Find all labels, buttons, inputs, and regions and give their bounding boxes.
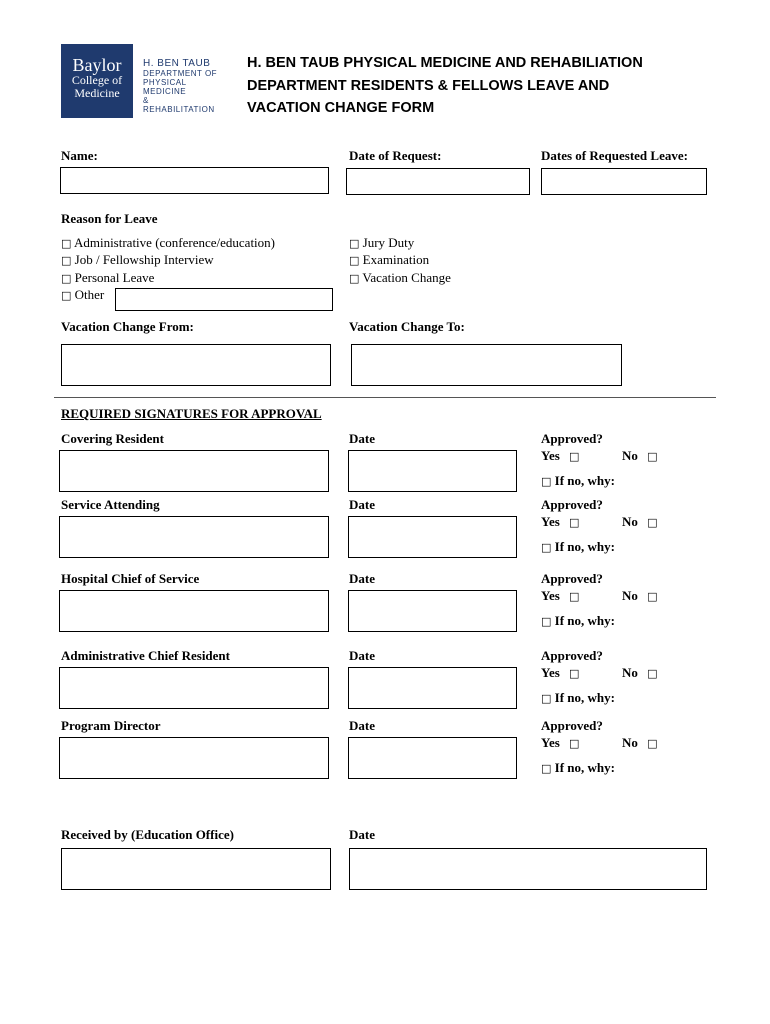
date-label: Date	[349, 718, 375, 733]
checkbox-icon[interactable]: □	[569, 450, 580, 463]
if-no-label: If no, why:	[554, 690, 615, 705]
vacation-to-label: Vacation Change To:	[349, 319, 465, 334]
logo-line-3: Medicine	[74, 86, 120, 100]
approved-label: Approved?	[541, 718, 603, 733]
reason-label: Personal Leave	[74, 270, 155, 285]
dept-logo-line-1: H. BEN TAUB	[143, 58, 211, 69]
if-no-label: If no, why:	[554, 760, 615, 775]
logo-line-2: College of	[71, 73, 123, 87]
checkbox-icon[interactable]: □	[61, 254, 72, 267]
no-label: No	[622, 735, 638, 750]
divider	[54, 397, 716, 398]
checkbox-icon[interactable]: □	[349, 237, 360, 250]
checkbox-icon[interactable]: □	[541, 762, 552, 775]
date-label: Date	[349, 571, 375, 586]
name-label: Name:	[61, 148, 98, 163]
dept-logo-line-4: & REHABILITATION	[143, 96, 215, 114]
date-label: Date	[349, 648, 375, 663]
approved-label: Approved?	[541, 497, 603, 512]
checkbox-icon[interactable]: □	[541, 541, 552, 554]
other-reason-field[interactable]	[115, 288, 333, 311]
checkbox-icon[interactable]: □	[61, 272, 72, 285]
reason-label: Vacation Change	[362, 270, 451, 285]
checkbox-icon[interactable]: □	[647, 667, 658, 680]
checkbox-icon[interactable]: □	[541, 692, 552, 705]
title-line-2: DEPARTMENT RESIDENTS & FELLOWS LEAVE AND	[247, 77, 610, 94]
baylor-logo	[61, 44, 133, 118]
dept-logo-line-2: DEPARTMENT OF	[143, 69, 218, 78]
checkbox-icon[interactable]: □	[647, 737, 658, 750]
date-of-request-label: Date of Request:	[349, 148, 442, 163]
date-of-request-field[interactable]	[346, 168, 530, 195]
reason-examination[interactable]	[349, 252, 429, 268]
reason-label: Other	[74, 287, 105, 302]
reason-vacation-change[interactable]	[349, 270, 451, 286]
if-no-label: If no, why:	[554, 613, 615, 628]
yes-option[interactable]	[541, 735, 579, 751]
signer-label: Service Attending	[61, 497, 160, 512]
title-line-3: VACATION CHANGE FORM	[247, 100, 435, 116]
received-date-label: Date	[349, 827, 375, 842]
signature-field[interactable]	[59, 667, 329, 709]
form-title	[247, 52, 717, 120]
if-no-option[interactable]	[541, 690, 615, 706]
if-no-option[interactable]	[541, 539, 615, 555]
no-option[interactable]	[622, 514, 658, 530]
date-label: Date	[349, 497, 375, 512]
signer-label: Covering Resident	[61, 431, 164, 446]
no-option[interactable]	[622, 448, 658, 464]
no-label: No	[622, 588, 638, 603]
signer-label: Administrative Chief Resident	[61, 648, 230, 663]
checkbox-icon[interactable]: □	[61, 289, 72, 302]
checkbox-icon[interactable]: □	[647, 590, 658, 603]
yes-option[interactable]	[541, 665, 579, 681]
name-field[interactable]	[60, 167, 329, 194]
yes-label: Yes	[541, 448, 560, 463]
reason-jury-duty[interactable]	[349, 235, 414, 251]
checkbox-icon[interactable]: □	[569, 590, 580, 603]
approved-label: Approved?	[541, 648, 603, 663]
signature-field[interactable]	[59, 516, 329, 558]
signature-date-field[interactable]	[348, 450, 517, 492]
reason-label: Examination	[362, 252, 430, 267]
if-no-label: If no, why:	[554, 539, 615, 554]
logo-line-1: Baylor	[72, 55, 122, 75]
signature-date-field[interactable]	[348, 590, 517, 632]
received-date-field[interactable]	[349, 848, 707, 890]
reason-label: Administrative (conference/education)	[73, 235, 276, 250]
yes-option[interactable]	[541, 588, 579, 604]
if-no-label: If no, why:	[554, 473, 615, 488]
yes-option[interactable]	[541, 514, 579, 530]
signer-label: Program Director	[61, 718, 161, 733]
yes-label: Yes	[541, 514, 560, 529]
signatures-heading: REQUIRED SIGNATURES FOR APPROVAL	[61, 406, 322, 421]
no-option[interactable]	[622, 665, 658, 681]
department-logo	[143, 58, 223, 114]
received-by-field[interactable]	[61, 848, 331, 890]
reason-interview[interactable]	[61, 252, 214, 268]
signature-date-field[interactable]	[348, 516, 517, 558]
no-option[interactable]	[622, 588, 658, 604]
vacation-to-field[interactable]	[351, 344, 622, 386]
received-by-label: Received by (Education Office)	[61, 827, 234, 842]
checkbox-icon[interactable]: □	[569, 737, 580, 750]
checkbox-icon[interactable]: □	[61, 237, 72, 250]
checkbox-icon[interactable]: □	[541, 615, 552, 628]
title-line-1: H. BEN TAUB PHYSICAL MEDICINE AND REHABILIATION	[247, 55, 643, 71]
yes-label: Yes	[541, 588, 560, 603]
checkbox-icon[interactable]: □	[569, 667, 580, 680]
yes-option[interactable]	[541, 448, 579, 464]
reason-other[interactable]	[61, 287, 104, 303]
no-option[interactable]	[622, 735, 658, 751]
signature-field[interactable]	[59, 590, 329, 632]
signature-field[interactable]	[59, 450, 329, 492]
yes-label: Yes	[541, 665, 560, 680]
signature-date-field[interactable]	[348, 667, 517, 709]
signature-field[interactable]	[59, 737, 329, 779]
vacation-from-label: Vacation Change From:	[61, 319, 194, 334]
if-no-option[interactable]	[541, 473, 615, 489]
reason-administrative[interactable]	[61, 235, 275, 251]
checkbox-icon[interactable]: □	[541, 475, 552, 488]
if-no-option[interactable]	[541, 613, 615, 629]
reason-personal[interactable]	[61, 270, 154, 286]
no-label: No	[622, 514, 638, 529]
approved-label: Approved?	[541, 431, 603, 446]
checkbox-icon[interactable]: □	[647, 450, 658, 463]
checkbox-icon[interactable]: □	[349, 254, 360, 267]
if-no-option[interactable]	[541, 760, 615, 776]
date-label: Date	[349, 431, 375, 446]
reason-label: Jury Duty	[362, 235, 415, 250]
reason-heading: Reason for Leave	[61, 211, 158, 226]
dates-requested-leave-field[interactable]	[541, 168, 707, 195]
no-label: No	[622, 448, 638, 463]
dates-requested-leave-label: Dates of Requested Leave:	[541, 148, 688, 163]
signer-label: Hospital Chief of Service	[61, 571, 200, 586]
signature-date-field[interactable]	[348, 737, 517, 779]
checkbox-icon[interactable]: □	[569, 516, 580, 529]
reason-label: Job / Fellowship Interview	[74, 252, 214, 267]
yes-label: Yes	[541, 735, 560, 750]
checkbox-icon[interactable]: □	[349, 272, 360, 285]
approved-label: Approved?	[541, 571, 603, 586]
vacation-from-field[interactable]	[61, 344, 331, 386]
dept-logo-line-3: PHYSICAL MEDICINE	[143, 78, 187, 96]
checkbox-icon[interactable]: □	[647, 516, 658, 529]
no-label: No	[622, 665, 638, 680]
